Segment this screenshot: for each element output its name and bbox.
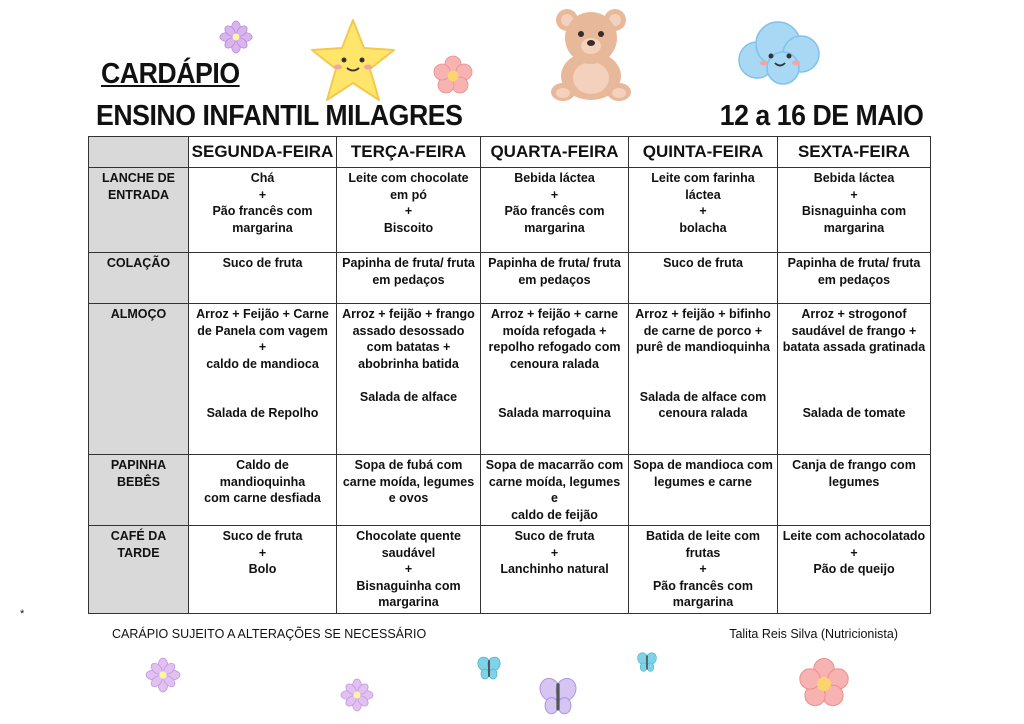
menu-item-line: Papinha de fruta/ fruta	[488, 256, 621, 270]
menu-item-line: saudável de frango +	[791, 323, 917, 338]
menu-item-line: Biscoito	[383, 220, 434, 235]
menu-item-line: Suco de fruta	[222, 529, 303, 543]
menu-item-line: Pão de queijo	[813, 562, 895, 576]
table-header-row	[89, 137, 931, 168]
menu-item-line: Lanchinho natural	[500, 562, 609, 576]
menu-item-line: +	[258, 187, 267, 202]
menu-item-line: Pão francês com	[504, 204, 605, 218]
menu-item-line: Bebida láctea	[514, 171, 595, 185]
table-row	[89, 304, 931, 455]
menu-cell	[189, 253, 337, 304]
meal-label-line: CAFÉ DA	[110, 529, 167, 543]
menu-item-line: Arroz + strogonof	[801, 307, 907, 321]
menu-item-line: +	[258, 545, 267, 560]
menu-item-line: Arroz + feijão + frango	[342, 307, 475, 321]
menu-cell	[481, 253, 629, 304]
menu-item-line: Arroz + Feijão + Carne	[196, 307, 329, 321]
menu-item-line: Bisnaguinha com	[356, 578, 461, 593]
meal-label-line: ENTRADA	[107, 187, 170, 202]
menu-item-line: caldo de feijão	[511, 507, 598, 522]
menu-cell	[337, 304, 481, 455]
disclaimer-note: CARÁPIO SUJEITO A ALTERAÇÕES SE NECESSÁRIO	[112, 627, 427, 641]
menu-cell	[481, 526, 629, 614]
butterfly-icon	[476, 655, 502, 681]
menu-item-line: Chá	[250, 171, 275, 185]
menu-item-line: +	[850, 545, 858, 560]
menu-cell	[778, 526, 931, 614]
menu-cell	[189, 455, 337, 526]
menu-item-line: em pedaços	[372, 272, 445, 287]
butterfly-icon	[636, 651, 658, 673]
school-name: ENSINO INFANTIL MILAGRES	[96, 100, 463, 132]
line-gap	[192, 389, 333, 406]
menu-item-line: Leite com farinha	[651, 171, 755, 185]
menu-item-line: Pão francês com	[652, 578, 754, 593]
menu-cell	[778, 253, 931, 304]
menu-item-line: legumes	[828, 474, 880, 489]
line-gap	[632, 372, 774, 389]
menu-item-line: Chocolate quente	[356, 529, 461, 543]
menu-item-line: Leite com achocolatado	[782, 529, 926, 543]
menu-item-line: Salada de tomate	[802, 406, 906, 420]
meal-label-line: COLAÇÃO	[106, 256, 171, 270]
meal-label	[89, 526, 189, 614]
day-header: QUARTA-FEIRA	[481, 137, 629, 168]
table-row	[89, 253, 931, 304]
menu-cell	[337, 455, 481, 526]
table-corner-cell	[89, 137, 189, 168]
menu-item-line: +	[699, 204, 707, 218]
meal-label	[89, 304, 189, 455]
menu-item-line: em pó	[390, 187, 427, 202]
meal-label	[89, 253, 189, 304]
menu-item-line: em pedaços	[817, 272, 891, 287]
menu-item-line: láctea	[685, 187, 721, 202]
menu-item-line: margarina	[232, 220, 293, 235]
menu-item-line: +	[699, 562, 707, 576]
menu-item-line: Suco de fruta	[514, 529, 595, 543]
menu-item-line: Arroz + feijão + bifinho	[635, 307, 771, 321]
menu-item-line: margarina	[823, 220, 885, 235]
menu-item-line: saudável	[381, 545, 436, 560]
menu-item-line: Salada de alface com	[639, 389, 767, 404]
menu-item-line: Salada marroquina	[498, 406, 611, 420]
menu-item-line: +	[850, 187, 858, 202]
table-row	[89, 526, 931, 614]
butterfly-icon	[537, 675, 579, 717]
menu-item-line: Leite com chocolate	[348, 171, 469, 185]
line-gap	[632, 356, 774, 373]
menu-item-line: purê de mandioquinha	[635, 340, 771, 354]
meal-label-line: PAPINHA	[110, 458, 167, 472]
menu-item-line: Canja de frango com	[792, 458, 916, 472]
menu-item-line: bolacha	[679, 220, 727, 235]
menu-item-line: repolho refogado com	[488, 340, 621, 354]
menu-cell	[778, 455, 931, 526]
flower-icon	[219, 20, 253, 54]
menu-cell	[189, 304, 337, 455]
teddy-bear-icon	[545, 4, 637, 104]
menu-item-line: Bebida láctea	[813, 171, 895, 185]
menu-item-line: Salada de Repolho	[206, 406, 319, 420]
menu-item-line: e ovos	[388, 491, 429, 505]
menu-cell	[337, 253, 481, 304]
menu-cell	[778, 168, 931, 253]
line-gap	[192, 372, 333, 389]
table-row	[89, 168, 931, 253]
menu-cell	[481, 168, 629, 253]
cloud-character-icon	[733, 16, 827, 88]
line-gap	[781, 389, 927, 406]
menu-cell	[481, 455, 629, 526]
page-title: CARDÁPIO	[101, 58, 240, 90]
line-gap	[340, 372, 477, 389]
menu-item-line: Bisnaguinha com	[801, 204, 907, 218]
menu-item-line: carne moída, legumes	[342, 474, 475, 489]
menu-item-line: com carne desfiada	[204, 491, 321, 505]
footnote-asterisk: *	[20, 608, 25, 620]
menu-cell	[629, 168, 778, 253]
nutritionist-signature: Talita Reis Silva (Nutricionista)	[729, 627, 898, 641]
menu-item-line: +	[550, 187, 559, 202]
menu-item-line: +	[404, 562, 413, 576]
day-header: TERÇA-FEIRA	[337, 137, 481, 168]
menu-item-line: Caldo de mandioquinha	[219, 458, 306, 489]
menu-item-line: +	[404, 204, 413, 218]
menu-item-line: Papinha de fruta/ fruta	[787, 256, 921, 270]
date-range: 12 a 16 DE MAIO	[719, 100, 923, 132]
menu-item-line: Sopa de mandioca com	[633, 458, 773, 472]
menu-cell	[778, 304, 931, 455]
menu-item-line: Sopa de macarrão com	[485, 458, 624, 472]
menu-item-line: legumes e carne	[654, 474, 752, 489]
line-gap	[781, 356, 927, 373]
menu-item-line: batata assada gratinada	[782, 340, 926, 354]
menu-table	[88, 136, 931, 614]
menu-item-line: Sopa de fubá com	[354, 458, 463, 472]
day-header: SEXTA-FEIRA	[778, 137, 931, 168]
menu-item-line: moída refogada +	[502, 323, 607, 338]
menu-item-line: margarina	[378, 595, 439, 609]
meal-label	[89, 455, 189, 526]
menu-item-line: Pão francês com	[212, 204, 313, 218]
star-character-icon	[306, 16, 400, 106]
menu-item-line: Bolo	[248, 562, 277, 576]
line-gap	[484, 372, 625, 389]
line-gap	[484, 389, 625, 406]
meal-label	[89, 168, 189, 253]
menu-cell	[337, 168, 481, 253]
meal-label-line: TARDE	[117, 545, 160, 560]
menu-cell	[629, 455, 778, 526]
meal-label-line: BEBÊS	[116, 474, 161, 489]
menu-item-line: em pedaços	[518, 272, 591, 287]
menu-item-line: +	[550, 545, 559, 560]
menu-item-line: Suco de fruta	[222, 256, 303, 270]
menu-item-line: caldo de mandioca	[206, 356, 319, 371]
menu-cell	[481, 304, 629, 455]
menu-cell	[337, 526, 481, 614]
flower-icon	[431, 54, 475, 98]
menu-item-line: com batatas +	[366, 340, 451, 354]
menu-item-line: assado desossado	[352, 323, 465, 338]
menu-cell	[629, 304, 778, 455]
menu-item-line: de carne de porco +	[643, 323, 763, 338]
menu-item-line: abobrinha batida	[358, 356, 459, 371]
menu-item-line: margarina	[672, 595, 734, 609]
menu-item-line: Batida de leite com	[646, 529, 760, 543]
menu-item-line: margarina	[524, 220, 585, 235]
menu-item-line: cenoura ralada	[510, 356, 599, 371]
flower-icon	[796, 656, 852, 712]
menu-item-line: Papinha de fruta/ fruta	[342, 256, 475, 270]
menu-item-line: frutas	[685, 545, 721, 560]
table-row	[89, 455, 931, 526]
line-gap	[781, 372, 927, 389]
menu-item-line: de Panela com vagem +	[197, 323, 328, 354]
menu-cell	[189, 526, 337, 614]
flower-icon	[145, 657, 181, 693]
menu-item-line: Salada de alface	[359, 389, 458, 404]
menu-item-line: Suco de fruta	[663, 256, 743, 270]
menu-item-line: Arroz + feijão + carne	[490, 307, 619, 321]
menu-item-line: carne moída, legumes e	[488, 474, 621, 505]
menu-cell	[629, 253, 778, 304]
day-header: SEGUNDA-FEIRA	[189, 137, 337, 168]
menu-cell	[189, 168, 337, 253]
menu-cell	[629, 526, 778, 614]
meal-label-line: LANCHE DE	[102, 171, 175, 185]
day-header: QUINTA-FEIRA	[629, 137, 778, 168]
meal-label-line: ALMOÇO	[110, 307, 167, 321]
menu-item-line: cenoura ralada	[658, 406, 748, 420]
flower-icon	[340, 678, 374, 712]
